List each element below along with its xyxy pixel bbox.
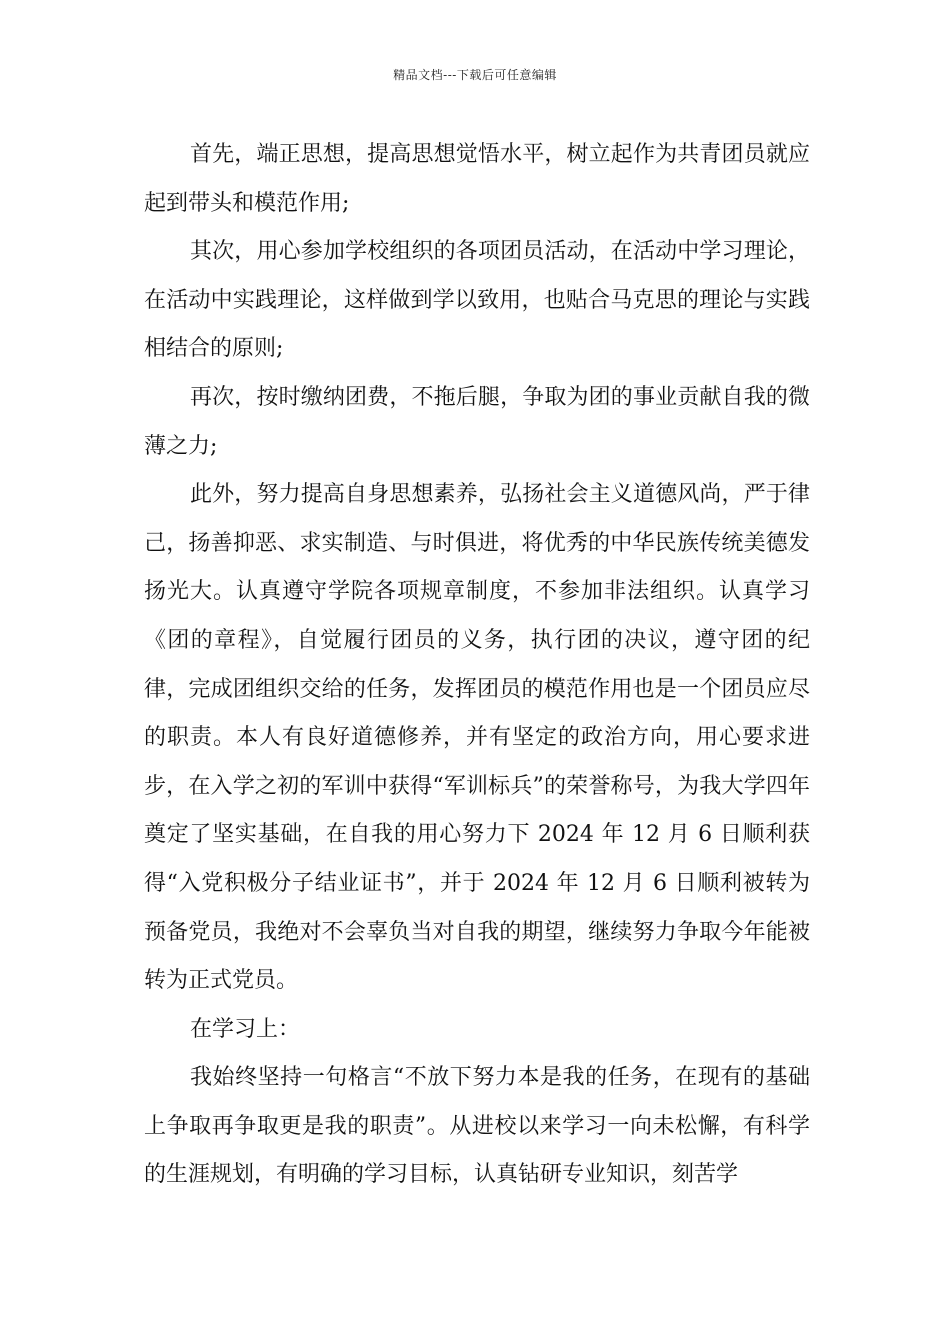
- paragraph-first: 首先，端正思想，提高思想觉悟水平，树立起作为共青团员就应起到带头和模范作用;: [144, 142, 810, 216]
- paragraph-third: 再次，按时缴纳团费，不拖后腿，争取为团的事业贡献自我的微薄之力;: [144, 384, 810, 459]
- paragraph-furthermore: 此外，努力提高自身思想素养，弘扬社会主义道德风尚，严于律己，扬善抑恶、求实制造、与时俱进，将优秀的中华民族传统美德发扬光大。认真遵守学院各项规章制度，不参加非法组织。认真学习《团的章程》，自觉履行团员的义务，执行团的决议，遵守团的纪律，完成团组织交给的任务，发挥团员的模范作用也是一个团员应尽的职责。本人有良好道德修养，并有坚定的政治方向，用心要求进步，在入学之初的军训中获得“军训标兵”的荣誉称号，为我大学四年奠定了坚实基础，在自我的用心努力下 2024 年 12 月 6 日顺利获得“入党积极分子结业证书”，并于 2024 年 12 月 6 日顺利被转为预备党员，我绝对不会辜负当对自我的期望，继续努力争取今年能被转为正式党员。: [144, 482, 810, 994]
- paragraph-study-heading: 在学习上：: [190, 1016, 301, 1042]
- document-body: [144, 131, 810, 1200]
- page-header: 精品文档---下载后可任意编辑: [393, 68, 557, 82]
- paragraph-second: 其次，用心参加学校组织的各项团员活动，在活动中学习理论，在活动中实践理论，这样做到学以致用，也贴合马克思的理论与实践相结合的原则;: [144, 239, 810, 362]
- paragraph-study-motto: 我始终坚持一句格言“不放下努力本是我的任务，在现有的基础上争取再争取更是我的职责”。从进校以来学习一向未松懈，有科学的生涯规划，有明确的学习目标，认真钻研专业知识，刻苦学: [144, 1065, 810, 1188]
